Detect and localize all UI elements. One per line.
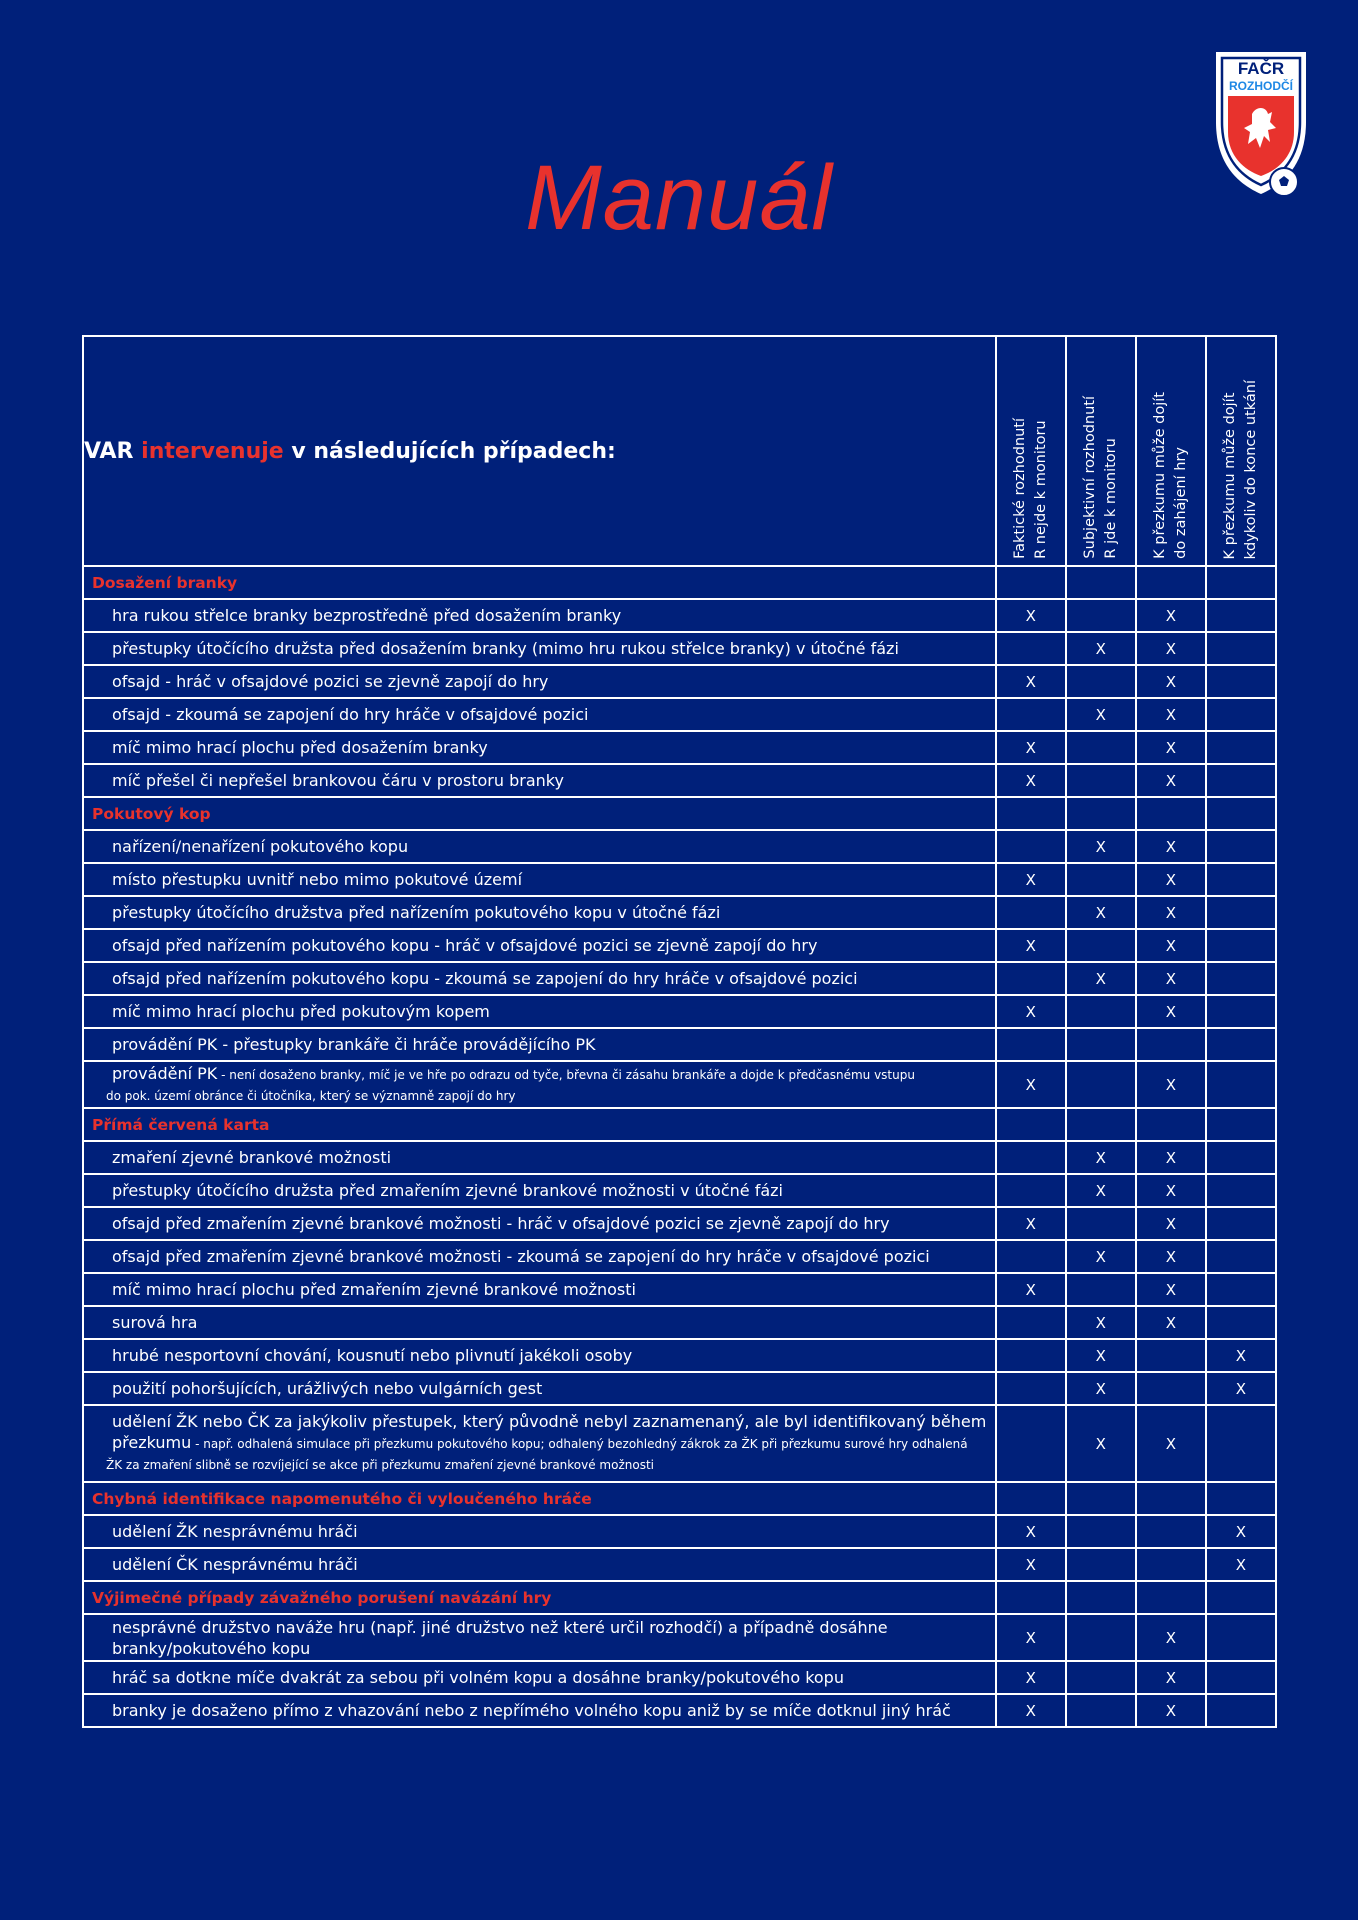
- section-title: Pokutový kop: [83, 797, 996, 830]
- mark-cell: X: [1136, 1240, 1206, 1273]
- table-row: [83, 1339, 1276, 1372]
- mark-cell: [1136, 1548, 1206, 1581]
- mark-cell: X: [996, 599, 1066, 632]
- mark-cell: X: [996, 863, 1066, 896]
- empty-cell: [1066, 566, 1136, 599]
- row-label: míč mimo hrací plochu před dosažením branky: [112, 738, 488, 757]
- column-header-label: Faktické rozhodnutí R nejde k monitoru: [1011, 418, 1049, 559]
- table-row: [83, 632, 1276, 665]
- table-row: [83, 929, 1276, 962]
- table-row: [83, 1174, 1276, 1207]
- row-label-cell: [83, 863, 996, 896]
- empty-cell: [1136, 566, 1206, 599]
- empty-cell: [1066, 1482, 1136, 1515]
- mark-cell: X: [1066, 896, 1136, 929]
- section-title: Chybná identifikace napomenutého či vyloučeného hráče: [83, 1482, 996, 1515]
- mark-cell: X: [1136, 1306, 1206, 1339]
- mark-cell: X: [996, 1694, 1066, 1727]
- mark-cell: [996, 1240, 1066, 1273]
- mark-cell: X: [1136, 962, 1206, 995]
- row-label-cell: [83, 1372, 996, 1405]
- row-note: - např. odhalená simulace při přezkumu pokutového kopu; odhalený bezohledný zákrok za ŽK při přezkumu surové hry odhalená: [191, 1437, 968, 1451]
- mark-cell: [1206, 1061, 1276, 1108]
- empty-cell: [1206, 1482, 1276, 1515]
- mark-cell: [996, 1339, 1066, 1372]
- page-title: Manuál: [525, 147, 833, 249]
- empty-cell: [1206, 566, 1276, 599]
- row-label-cell: [83, 1694, 996, 1727]
- table-body: [83, 566, 1276, 1727]
- empty-cell: [1066, 797, 1136, 830]
- mark-cell: [1066, 1694, 1136, 1727]
- mark-cell: [1066, 995, 1136, 1028]
- mark-cell: X: [1136, 1273, 1206, 1306]
- table-row: [83, 1061, 1276, 1108]
- table-row: [83, 830, 1276, 863]
- mark-cell: [1206, 764, 1276, 797]
- mark-cell: [996, 1306, 1066, 1339]
- mark-cell: [1206, 1405, 1276, 1482]
- row-label: použití pohoršujících, urážlivých nebo vulgárních gest: [112, 1379, 543, 1398]
- heading-rest: v následujících případech:: [291, 438, 616, 464]
- mark-cell: [1206, 1174, 1276, 1207]
- column-header-factual: [996, 336, 1066, 566]
- row-label-cell: [83, 896, 996, 929]
- table-row: [83, 1405, 1276, 1482]
- empty-cell: [996, 1482, 1066, 1515]
- empty-cell: [996, 1581, 1066, 1614]
- mark-cell: X: [1136, 1661, 1206, 1694]
- empty-cell: [996, 797, 1066, 830]
- row-note-continued: do pok. území obránce či útočníka, který se významně zapojí do hry: [106, 1088, 516, 1103]
- table-row: [83, 764, 1276, 797]
- row-label-cell: [83, 698, 996, 731]
- row-label: branky je dosaženo přímo z vhazování nebo z nepřímého volného kopu aniž by se míče dotknul jiný hráč: [112, 1701, 951, 1720]
- mark-cell: [1136, 1339, 1206, 1372]
- table-row: [83, 1028, 1276, 1061]
- mark-cell: X: [1136, 632, 1206, 665]
- mark-cell: [1066, 1515, 1136, 1548]
- mark-cell: [1206, 1141, 1276, 1174]
- mark-cell: [1136, 1372, 1206, 1405]
- mark-cell: [1206, 863, 1276, 896]
- row-label: hrubé nesportovní chování, kousnutí nebo plivnutí jakékoli osoby: [112, 1346, 633, 1365]
- row-label-cell: [83, 1405, 996, 1482]
- row-label: přestupky útočícího družsta před dosažením branky (mimo hru rukou střelce branky) v útočné fázi: [112, 639, 899, 658]
- mark-cell: [996, 1174, 1066, 1207]
- mark-cell: X: [1136, 1405, 1206, 1482]
- row-label-cell: [83, 962, 996, 995]
- row-label-cell: [83, 1141, 996, 1174]
- mark-cell: [1206, 830, 1276, 863]
- table-row: [83, 1141, 1276, 1174]
- mark-cell: [996, 632, 1066, 665]
- mark-cell: [1206, 1661, 1276, 1694]
- row-label-cell: [83, 599, 996, 632]
- mark-cell: X: [996, 1515, 1066, 1548]
- table-row: [83, 962, 1276, 995]
- row-label: míč mimo hrací plochu před zmařením zjevné brankové možnosti: [112, 1280, 636, 1299]
- section-title: Dosažení branky: [83, 566, 996, 599]
- table-row: [83, 698, 1276, 731]
- column-header-before-restart: [1136, 336, 1206, 566]
- column-header-label: K přezkumu může dojít kdykoliv do konce utkání: [1221, 379, 1259, 559]
- table-row: [83, 896, 1276, 929]
- mark-cell: X: [996, 731, 1066, 764]
- row-note: - není dosaženo branky, míč je ve hře po odrazu od tyče, břevna či zásahu brankáře a dojde k předčasnému vstupu: [217, 1067, 915, 1082]
- mark-cell: X: [1066, 1240, 1136, 1273]
- row-label: míč přešel či nepřešel brankovou čáru v prostoru branky: [112, 771, 564, 790]
- row-label-cell: [83, 929, 996, 962]
- mark-cell: [1136, 1515, 1206, 1548]
- mark-cell: X: [996, 665, 1066, 698]
- mark-cell: X: [1136, 1614, 1206, 1661]
- mark-cell: [1206, 599, 1276, 632]
- mark-cell: [1066, 1061, 1136, 1108]
- mark-cell: [1066, 1661, 1136, 1694]
- mark-cell: [1206, 698, 1276, 731]
- row-label-cell: [83, 1548, 996, 1581]
- table-row: [83, 1614, 1276, 1661]
- mark-cell: X: [1136, 698, 1206, 731]
- mark-cell: X: [1136, 1174, 1206, 1207]
- mark-cell: [1206, 1273, 1276, 1306]
- mark-cell: X: [1206, 1372, 1276, 1405]
- section-title: Přímá červená karta: [83, 1108, 996, 1141]
- row-label: ofsajd - zkoumá se zapojení do hry hráče v ofsajdové pozici: [112, 705, 589, 724]
- mark-cell: [996, 896, 1066, 929]
- mark-cell: X: [1066, 1339, 1136, 1372]
- mark-cell: X: [1136, 1141, 1206, 1174]
- table-row: [83, 1240, 1276, 1273]
- row-label: provádění PK - přestupky brankáře či hráče provádějícího PK: [112, 1035, 596, 1054]
- mark-cell: X: [996, 929, 1066, 962]
- mark-cell: X: [1066, 1405, 1136, 1482]
- row-label: udělení ŽK nesprávnému hráči: [112, 1522, 358, 1541]
- mark-cell: X: [1136, 1694, 1206, 1727]
- section-row: [83, 797, 1276, 830]
- empty-cell: [1136, 1108, 1206, 1141]
- row-label-cell: [83, 1614, 996, 1661]
- mark-cell: [996, 1405, 1066, 1482]
- row-label-cell: [83, 1515, 996, 1548]
- mark-cell: X: [1206, 1515, 1276, 1548]
- mark-cell: X: [996, 1207, 1066, 1240]
- mark-cell: X: [1136, 599, 1206, 632]
- column-header-until-end: [1206, 336, 1276, 566]
- mark-cell: [1206, 1207, 1276, 1240]
- table-row: [83, 1306, 1276, 1339]
- mark-cell: X: [1136, 896, 1206, 929]
- mark-cell: X: [1136, 995, 1206, 1028]
- mark-cell: [1206, 1240, 1276, 1273]
- row-label-cell: [83, 1240, 996, 1273]
- mark-cell: [1066, 1207, 1136, 1240]
- row-label-cell: [83, 1061, 996, 1108]
- mark-cell: [996, 1028, 1066, 1061]
- mark-cell: [1206, 1306, 1276, 1339]
- mark-cell: [1066, 929, 1136, 962]
- mark-cell: [1066, 1028, 1136, 1061]
- empty-cell: [1066, 1581, 1136, 1614]
- row-label: provádění PK: [112, 1063, 218, 1083]
- mark-cell: [1206, 1028, 1276, 1061]
- mark-cell: [996, 1372, 1066, 1405]
- heading-var: VAR: [84, 438, 134, 464]
- mark-cell: X: [1136, 1061, 1206, 1108]
- empty-cell: [1136, 1482, 1206, 1515]
- mark-cell: X: [1136, 830, 1206, 863]
- column-header-label: K přezkumu může dojít do zahájení hry: [1151, 392, 1189, 559]
- row-label: ofsajd před nařízením pokutového kopu - zkoumá se zapojení do hry hráče v ofsajdové pozici: [112, 969, 858, 988]
- mark-cell: X: [1136, 1207, 1206, 1240]
- row-label-cell: [83, 764, 996, 797]
- row-label-cell: [83, 1339, 996, 1372]
- table-row: [83, 731, 1276, 764]
- empty-cell: [1136, 797, 1206, 830]
- row-label: nesprávné družstvo naváže hru (např. jiné družstvo než které určil rozhodčí) a případně dosáhne branky/pokutového kopu: [112, 1617, 888, 1658]
- row-label: ofsajd - hráč v ofsajdové pozici se zjevně zapojí do hry: [112, 672, 549, 691]
- mark-cell: [1206, 632, 1276, 665]
- table-row: [83, 1548, 1276, 1581]
- row-label-cell: [83, 1207, 996, 1240]
- empty-cell: [1136, 1581, 1206, 1614]
- mark-cell: [1066, 599, 1136, 632]
- table-row: [83, 1515, 1276, 1548]
- empty-cell: [1206, 1108, 1276, 1141]
- mark-cell: [1206, 731, 1276, 764]
- row-label: hra rukou střelce branky bezprostředně před dosažením branky: [112, 606, 622, 625]
- section-row: [83, 1581, 1276, 1614]
- row-label-cell: [83, 1661, 996, 1694]
- empty-cell: [996, 566, 1066, 599]
- section-row: [83, 1108, 1276, 1141]
- row-label-cell: [83, 731, 996, 764]
- table-row: [83, 1661, 1276, 1694]
- mark-cell: [996, 830, 1066, 863]
- mark-cell: X: [996, 1061, 1066, 1108]
- table-row: [83, 1207, 1276, 1240]
- table-row: [83, 665, 1276, 698]
- row-label: nařízení/nenařízení pokutového kopu: [112, 837, 409, 856]
- mark-cell: [1136, 1028, 1206, 1061]
- mark-cell: X: [1066, 698, 1136, 731]
- mark-cell: [1206, 1694, 1276, 1727]
- empty-cell: [1206, 797, 1276, 830]
- mark-cell: X: [996, 995, 1066, 1028]
- mark-cell: [1066, 1614, 1136, 1661]
- mark-cell: X: [1136, 863, 1206, 896]
- mark-cell: [1206, 1614, 1276, 1661]
- row-label-cell: [83, 995, 996, 1028]
- mark-cell: [1066, 731, 1136, 764]
- table-header-row: [83, 336, 1276, 566]
- mark-cell: X: [1206, 1548, 1276, 1581]
- row-label-cell: [83, 1306, 996, 1339]
- table-row: [83, 995, 1276, 1028]
- section-row: [83, 566, 1276, 599]
- column-header-subjective: [1066, 336, 1136, 566]
- row-label: místo přestupku uvnitř nebo mimo pokutové území: [112, 870, 523, 889]
- mark-cell: X: [1066, 1306, 1136, 1339]
- heading-intervenuje: intervenuje: [141, 438, 284, 464]
- mark-cell: X: [1136, 929, 1206, 962]
- table-row: [83, 1273, 1276, 1306]
- section-row: [83, 1482, 1276, 1515]
- mark-cell: [1206, 665, 1276, 698]
- row-note-continued: ŽK za zmaření slibně se rozvíjející se akce při přezkumu zmaření zjevné brankové možnosti: [106, 1458, 655, 1472]
- row-label: přestupky útočícího družstva před nařízením pokutového kopu v útočné fázi: [112, 903, 721, 922]
- mark-cell: [996, 962, 1066, 995]
- mark-cell: X: [1206, 1339, 1276, 1372]
- mark-cell: X: [996, 1661, 1066, 1694]
- column-header-label: Subjektivní rozhodnutí R jde k monitoru: [1081, 396, 1119, 559]
- mark-cell: [1206, 929, 1276, 962]
- mark-cell: [1206, 896, 1276, 929]
- empty-cell: [1206, 1581, 1276, 1614]
- table-row: [83, 863, 1276, 896]
- row-label-cell: [83, 1273, 996, 1306]
- row-label: ofsajd před nařízením pokutového kopu - hráč v ofsajdové pozici se zjevně zapojí do hry: [112, 936, 818, 955]
- mark-cell: X: [1136, 665, 1206, 698]
- logo-sub-text: ROZHODČÍ: [1229, 79, 1293, 93]
- mark-cell: X: [1066, 1174, 1136, 1207]
- row-label: přestupky útočícího družsta před zmařením zjevné brankové možnosti v útočné fázi: [112, 1181, 783, 1200]
- mark-cell: X: [996, 1273, 1066, 1306]
- mark-cell: [1206, 962, 1276, 995]
- row-label-cell: [83, 632, 996, 665]
- mark-cell: [1066, 1548, 1136, 1581]
- mark-cell: [1066, 863, 1136, 896]
- row-label: hráč sa dotkne míče dvakrát za sebou při volném kopu a dosáhne branky/pokutového kopu: [112, 1668, 844, 1687]
- row-label-cell: [83, 1174, 996, 1207]
- mark-cell: X: [996, 1614, 1066, 1661]
- mark-cell: [1206, 995, 1276, 1028]
- row-label: míč mimo hrací plochu před pokutovým kopem: [112, 1002, 490, 1021]
- row-label: ofsajd před zmařením zjevné brankové možnosti - zkoumá se zapojení do hry hráče v ofsajdové pozici: [112, 1247, 930, 1266]
- row-label-cell: [83, 1028, 996, 1061]
- row-label: surová hra: [112, 1313, 198, 1332]
- mark-cell: [996, 1141, 1066, 1174]
- mark-cell: X: [1136, 731, 1206, 764]
- mark-cell: [1066, 1273, 1136, 1306]
- row-label: udělení ŽK nebo ČK za jakýkoliv přestupek, který původně nebyl zaznamenaný, ale byl identifikovaný během přezkumu: [112, 1412, 987, 1452]
- empty-cell: [1066, 1108, 1136, 1141]
- empty-cell: [996, 1108, 1066, 1141]
- row-label-cell: [83, 665, 996, 698]
- mark-cell: [996, 698, 1066, 731]
- table-row: [83, 1694, 1276, 1727]
- table-heading: [83, 336, 996, 566]
- table-row: [83, 599, 1276, 632]
- mark-cell: [1066, 665, 1136, 698]
- mark-cell: X: [1066, 1372, 1136, 1405]
- mark-cell: X: [1136, 764, 1206, 797]
- section-title: Výjimečné případy závažného porušení navázání hry: [83, 1581, 996, 1614]
- mark-cell: X: [1066, 962, 1136, 995]
- row-label-cell: [83, 830, 996, 863]
- mark-cell: X: [996, 1548, 1066, 1581]
- table-row: [83, 1372, 1276, 1405]
- row-label: udělení ČK nesprávnému hráči: [112, 1555, 358, 1574]
- mark-cell: X: [996, 764, 1066, 797]
- mark-cell: X: [1066, 830, 1136, 863]
- logo-top-text: FAČR: [1237, 59, 1285, 78]
- mark-cell: [1066, 764, 1136, 797]
- mark-cell: X: [1066, 632, 1136, 665]
- row-label: ofsajd před zmařením zjevné brankové možnosti - hráč v ofsajdové pozici se zjevně zapojí do hry: [112, 1214, 890, 1233]
- mark-cell: X: [1066, 1141, 1136, 1174]
- var-table: [82, 335, 1277, 1728]
- row-label: zmaření zjevné brankové možnosti: [112, 1148, 392, 1167]
